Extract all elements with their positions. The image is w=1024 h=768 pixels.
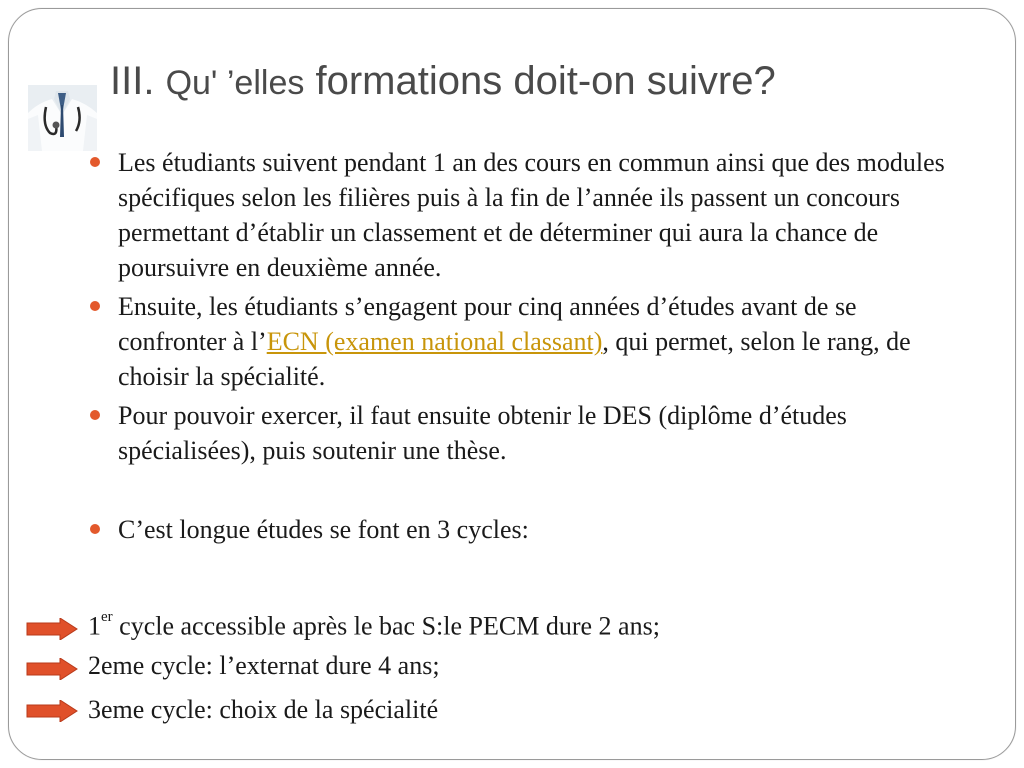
cycle-line-2 [88,648,440,683]
bullet-text: C’est longue études se font en 3 cycles: [118,515,529,544]
cycle-line-1 [88,604,660,644]
arrow-right-icon [26,700,78,722]
ecn-link[interactable]: ECN (examen national classant) [266,327,603,356]
bullet-text-after: , qui permet, selon le rang, de choisir la spécialité. [118,327,911,391]
list-item [88,512,968,547]
bullet-text: Pour pouvoir exercer, il faut ensuite obtenir le DES (diplôme d’études spécialisées), puis soutenir une thèse. [118,401,847,465]
cycle-text: 2eme cycle: l’externat dure 4 ans; [88,651,440,680]
bullet-list [88,145,968,547]
cycle-line-3 [88,692,438,727]
bullet-dot [90,524,100,534]
title-prefix: III. [110,59,166,103]
cycle-number: 1 [88,611,101,641]
list-item [88,289,968,394]
bullet-text: Les étudiants suivent pendant 1 an des cours en commun ainsi que des modules spécifiques selon les filières puis à la fin de l’année ils passent un concours permettant d’établir un classement et de déterminer qui aura la chance de poursuivre en deuxième année. [118,148,945,282]
doctor-stethoscope-icon [28,85,97,151]
bullet-text-before: Ensuite, les étudiants s’engagent pour cinq années d’études avant de se confronter à l’ [118,292,857,356]
cycle-superscript: er [101,609,113,625]
cycle-text: 3eme cycle: choix de la spécialité [88,695,439,724]
cycle-text: cycle accessible après le bac S:le PECM dure 2 ans; [112,611,660,641]
doctor-thumbnail [28,85,97,151]
bullet-dot [90,157,100,167]
title-main: formations doit-on suivre? [304,59,776,103]
arrow-right-icon [26,658,78,680]
list-item [88,145,968,285]
bullet-dot [90,410,100,420]
list-item [88,398,968,468]
slide-title [110,58,970,106]
title-small: Qu' ’elles [165,64,305,102]
bullet-dot [90,301,100,311]
arrow-right-icon [26,618,78,640]
